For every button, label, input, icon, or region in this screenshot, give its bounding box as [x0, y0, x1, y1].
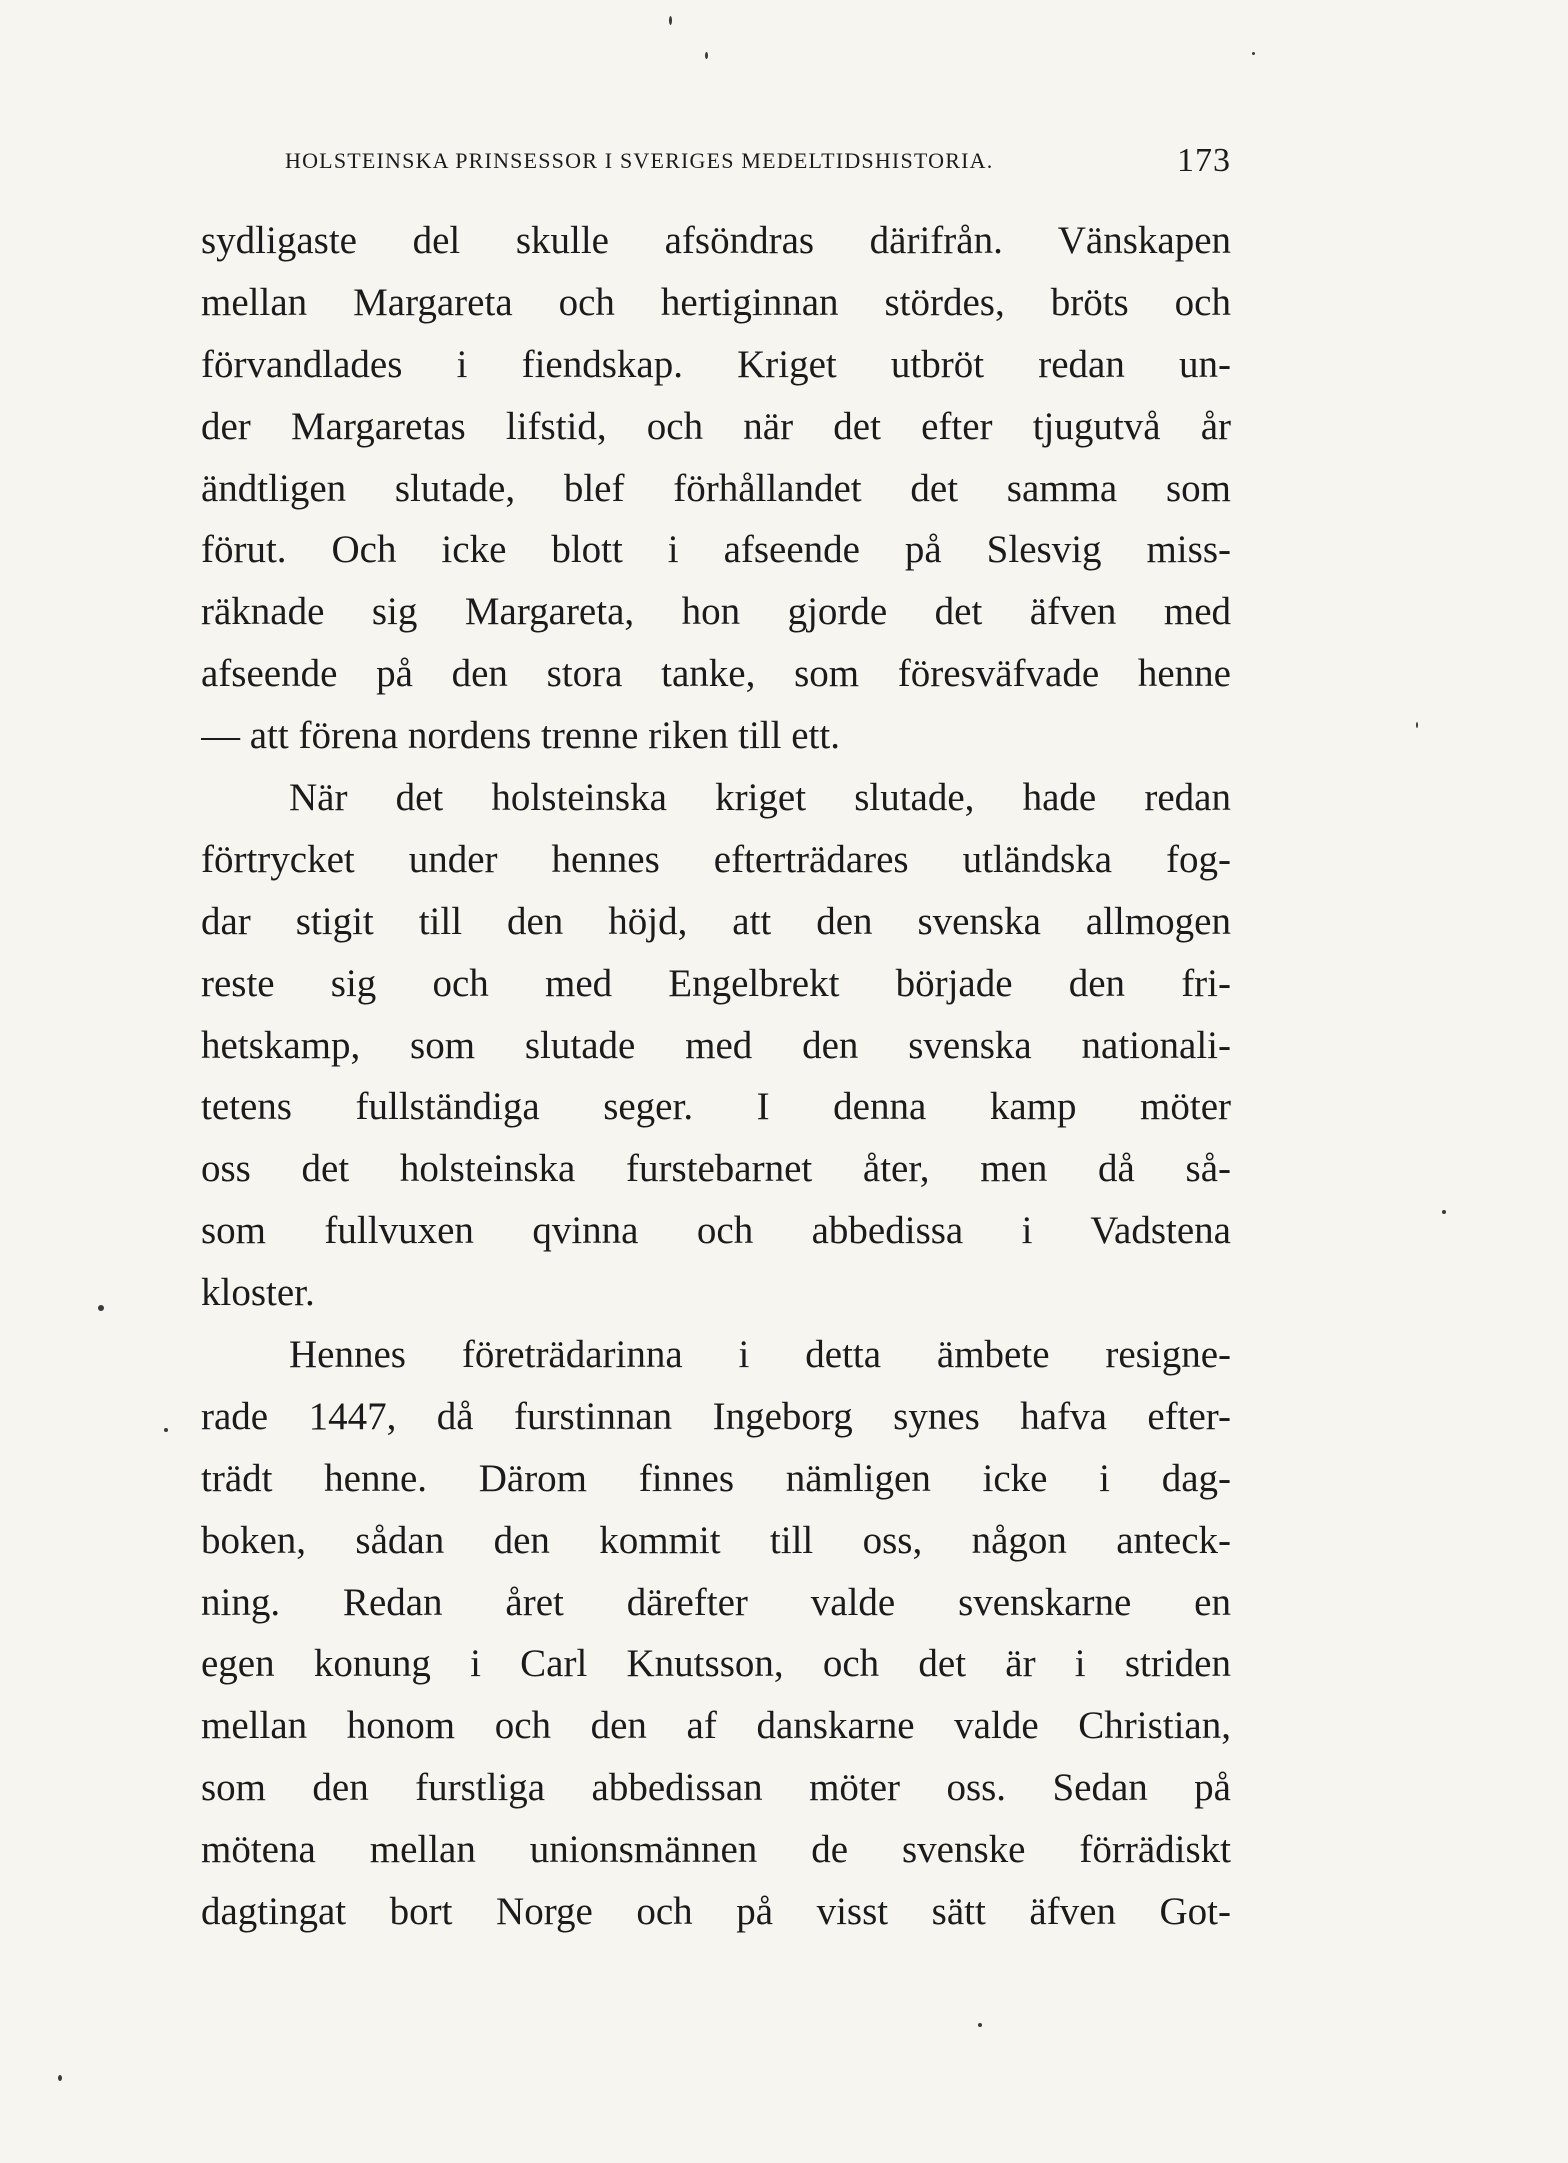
text-line: räknade sig Margareta, hon gjorde det äfven med	[201, 590, 1231, 634]
text-line: boken, sådan den kommit till oss, någon anteck-	[201, 1518, 1231, 1562]
scan-speck	[98, 1305, 104, 1311]
text-line: förvandlades i fiendskap. Kriget utbröt redan un-	[201, 342, 1231, 386]
text-line: trädt henne. Därom finnes nämligen icke i dag-	[201, 1456, 1231, 1500]
text-line: dar stigit till den höjd, att den svenska allmogen	[201, 899, 1231, 943]
text-line: mellan honom och den af danskarne valde Christian,	[201, 1704, 1231, 1748]
text-line: dagtingat bort Norge och på visst sätt äfven Got-	[201, 1890, 1231, 1934]
text-line: mellan Margareta och hertiginnan stördes, bröts och	[201, 280, 1231, 324]
running-head	[285, 142, 1231, 182]
text-line: Hennes företrädarinna i detta ämbete resigne-	[289, 1333, 1231, 1377]
scan-speck	[58, 2075, 62, 2081]
text-line: hetskamp, som slutade med den svenska nationali-	[201, 1023, 1231, 1067]
text-line: egen konung i Carl Knutsson, och det är i striden	[201, 1642, 1231, 1686]
scan-speck	[1416, 722, 1418, 728]
text-line: tetens fullständiga seger. I denna kamp möter	[201, 1085, 1231, 1129]
text-line: oss det holsteinska furstebarnet åter, men då så-	[201, 1147, 1231, 1191]
scan-speck	[1442, 1210, 1446, 1214]
text-line: der Margaretas lifstid, och när det efter tjugutvå år	[201, 404, 1231, 448]
text-line: kloster.	[201, 1271, 315, 1315]
text-line: som fullvuxen qvinna och abbedissa i Vadstena	[201, 1209, 1231, 1253]
text-line: afseende på den stora tanke, som föresväfvade henne	[201, 652, 1231, 696]
text-line: sydligaste del skulle afsöndras därifrån. Vänskapen	[201, 219, 1231, 262]
text-line: ändtligen slutade, blef förhållandet det samma som	[201, 466, 1231, 510]
scan-speck	[669, 16, 672, 25]
scan-speck	[164, 1428, 168, 1432]
scan-speck	[1252, 52, 1255, 55]
text-line: som den furstliga abbedissan möter oss. Sedan på	[201, 1766, 1231, 1810]
scan-speck	[978, 2023, 982, 2027]
text-line: ning. Redan året därefter valde svenskarne en	[201, 1580, 1231, 1624]
text-line: mötena mellan unionsmännen de svenske förrädiskt	[201, 1828, 1231, 1872]
page-number: 173	[1177, 142, 1231, 179]
text-line: förtrycket under hennes efterträdares utländska fog-	[201, 837, 1231, 881]
body-text	[201, 210, 1231, 1943]
text-line: förut. Och icke blott i afseende på Slesvig miss-	[201, 528, 1231, 572]
text-line: reste sig och med Engelbrekt började den fri-	[201, 961, 1231, 1005]
text-line: När det holsteinska kriget slutade, hade redan	[289, 776, 1231, 820]
text-line: — att förena nordens trenne riken till ett.	[201, 714, 840, 758]
running-title: HOLSTEINSKA PRINSESSOR I SVERIGES MEDELTIDSHISTORIA.	[285, 148, 994, 173]
text-line: rade 1447, då furstinnan Ingeborg synes hafva efter-	[201, 1394, 1231, 1438]
scan-speck	[705, 52, 708, 59]
